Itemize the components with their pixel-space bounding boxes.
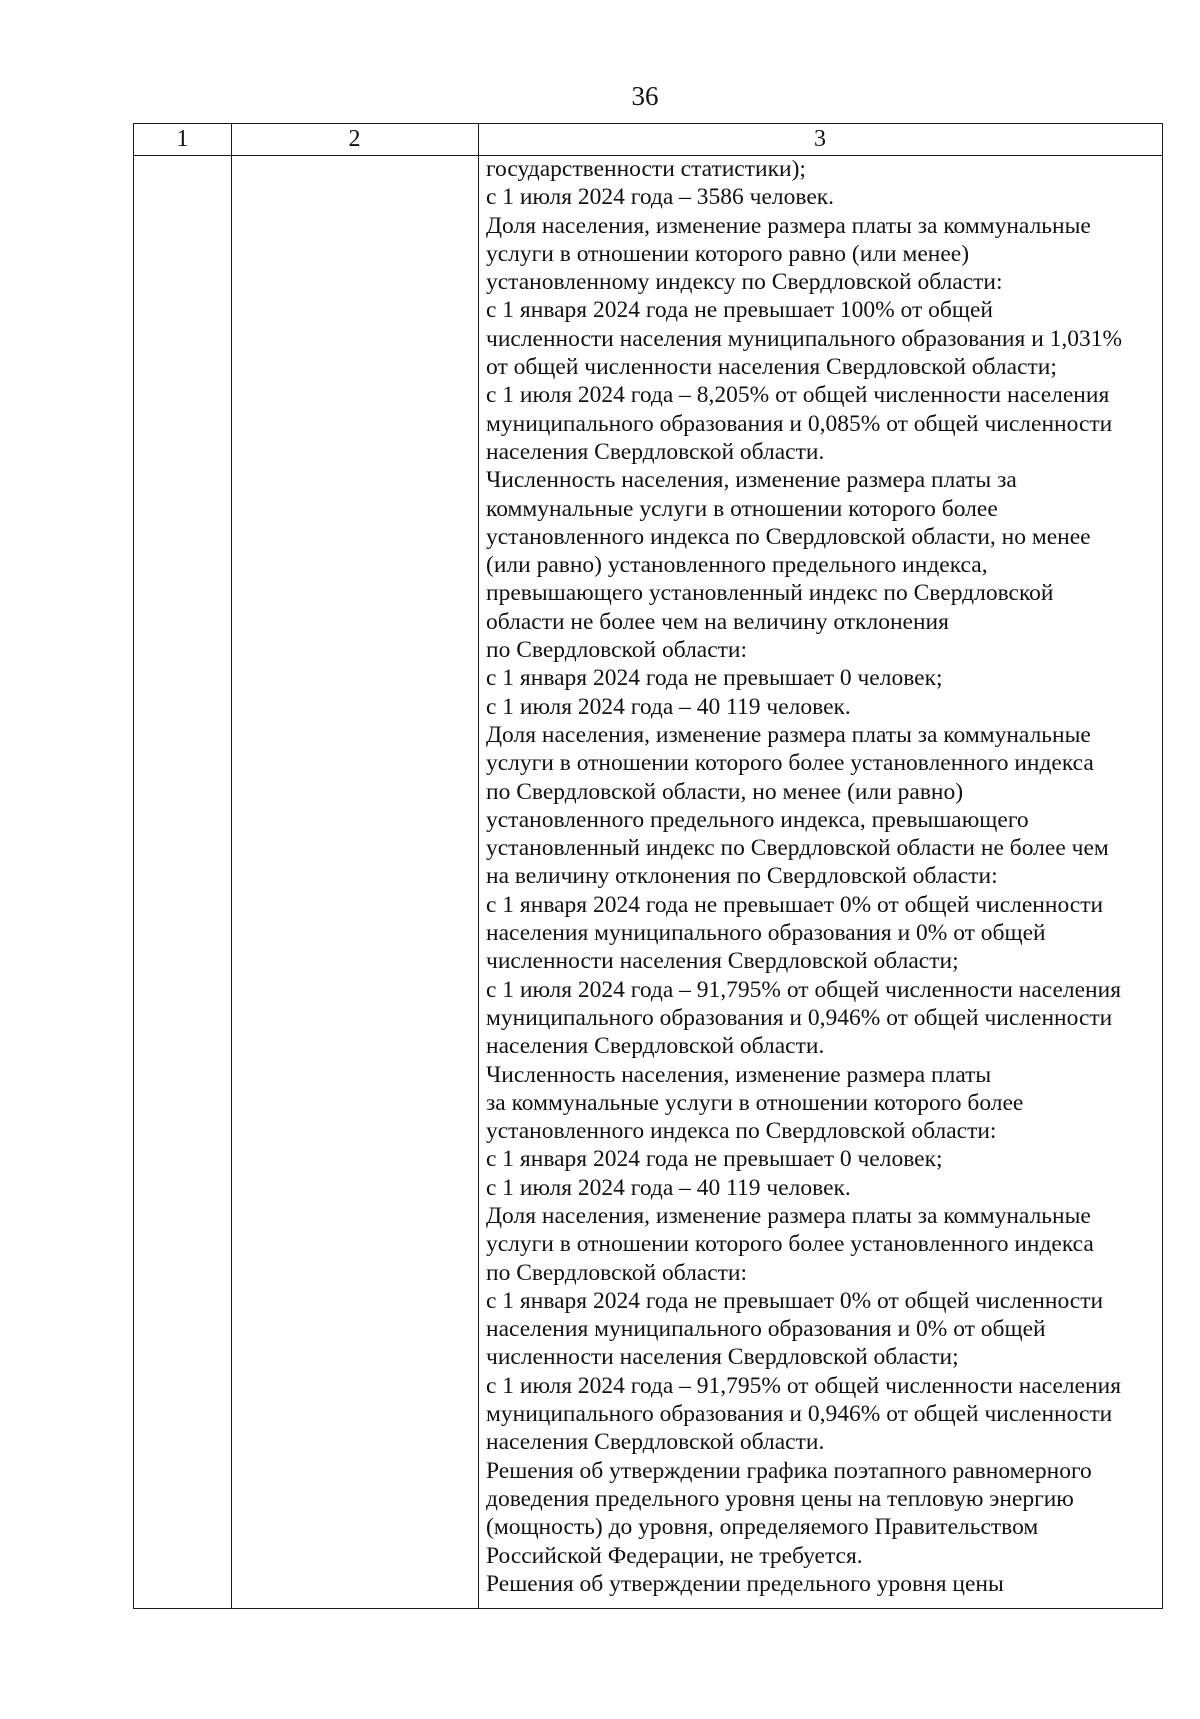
text-line: по Свердловской области: (486, 1259, 748, 1286)
text-line: численности населения муниципального образования и 1,031% (486, 325, 1123, 352)
table-header-row (134, 124, 1162, 156)
text-line: Российской Федерации, не требуется. (486, 1542, 863, 1569)
text-line: по Свердловской области: (486, 637, 748, 664)
text-line: доведения предельного уровня цены на тепловую энергию (486, 1485, 1074, 1512)
text-line: установленному индексу по Свердловской области: (486, 269, 1003, 296)
text-line: населения Свердловской области. (486, 438, 825, 465)
text-line: населения Свердловской области. (486, 1033, 825, 1060)
text-line: с 1 января 2024 года не превышает 100% от общей (486, 297, 993, 324)
text-line: установленный индекс по Свердловской области не более чем (486, 835, 1109, 862)
text-line: муниципального образования и 0,946% от общей численности (486, 1401, 1113, 1428)
text-line: с 1 января 2024 года не превышает 0 человек; (486, 1146, 943, 1173)
text-line: численности населения Свердловской области; (486, 948, 959, 975)
text-line: услуги в отношении которого равно (или менее) (486, 240, 970, 267)
text-line: от общей численности населения Свердловской области; (486, 354, 1057, 381)
text-line: с 1 января 2024 года не превышает 0 человек; (486, 665, 943, 692)
text-line: с 1 января 2024 года не превышает 0% от общей численности (486, 891, 1104, 918)
text-line: с 1 июля 2024 года – 40 119 человек. (486, 1174, 851, 1201)
text-line: с 1 июля 2024 года – 91,795% от общей численности населения (486, 1372, 1122, 1399)
column-divider-2 (478, 124, 479, 1608)
page-number: 36 (631, 81, 659, 111)
column-header-1: 1 (176, 126, 189, 152)
text-line: (или равно) установленного предельного индекса, (486, 552, 988, 579)
text-line: численности населения Свердловской области; (486, 1344, 959, 1371)
text-line: с 1 июля 2024 года – 40 119 человек. (486, 693, 851, 720)
text-line: превышающего установленный индекс по Свердловской (486, 580, 1054, 607)
text-line: Численность населения, изменение размера платы за (486, 467, 1017, 494)
text-line: Численность населения, изменение размера платы (486, 1061, 992, 1088)
text-line: области не более чем на величину отклонения (486, 608, 949, 635)
text-line: установленного предельного индекса, превышающего (486, 806, 1029, 833)
text-line: установленного индекса по Свердловской области: (486, 1118, 997, 1145)
text-line: (мощность) до уровня, определяемого Правительством (486, 1514, 1039, 1541)
text-line: населения Свердловской области. (486, 1429, 825, 1456)
text-line: за коммунальные услуги в отношении которого более (486, 1089, 1024, 1116)
text-line: на величину отклонения по Свердловской области: (486, 863, 998, 890)
text-line: услуги в отношении которого более установленного индекса (486, 1231, 1094, 1258)
text-line: Доля населения, изменение размера платы за коммунальные (486, 721, 1091, 748)
column-header-3: 3 (814, 126, 826, 152)
text-line: с 1 июля 2024 года – 8,205% от общей численности населения (486, 382, 1110, 409)
text-line: Решения об утверждении графика поэтапного равномерного (486, 1457, 1092, 1484)
text-line: Доля населения, изменение размера платы за коммунальные (486, 212, 1091, 239)
text-line: муниципального образования и 0,085% от общей численности (486, 410, 1113, 437)
text-line: с 1 июля 2024 года – 91,795% от общей численности населения (486, 976, 1122, 1003)
text-line: населения муниципального образования и 0% от общей (486, 1316, 1046, 1343)
text-line: муниципального образования и 0,946% от общей численности (486, 1004, 1113, 1031)
text-line: Решения об утверждении предельного уровня цены (486, 1570, 1004, 1597)
text-line: государственности статистики); (486, 156, 806, 182)
document-table (133, 123, 1163, 1609)
column-3-content (486, 155, 1158, 1598)
text-line: населения муниципального образования и 0% от общей (486, 920, 1046, 947)
text-line: с 1 июля 2024 года – 3586 человек. (486, 184, 835, 211)
text-line: коммунальные услуги в отношении которого более (486, 495, 998, 522)
column-header-2: 2 (348, 126, 361, 152)
text-line: Доля населения, изменение размера платы за коммунальные (486, 1202, 1091, 1229)
text-line: с 1 января 2024 года не превышает 0% от общей численности (486, 1287, 1104, 1314)
text-line: услуги в отношении которого более установленного индекса (486, 750, 1094, 777)
text-line: по Свердловской области, но менее (или равно) (486, 778, 964, 805)
text-line: установленного индекса по Свердловской области, но менее (486, 523, 1091, 550)
column-divider-1 (231, 124, 232, 1608)
